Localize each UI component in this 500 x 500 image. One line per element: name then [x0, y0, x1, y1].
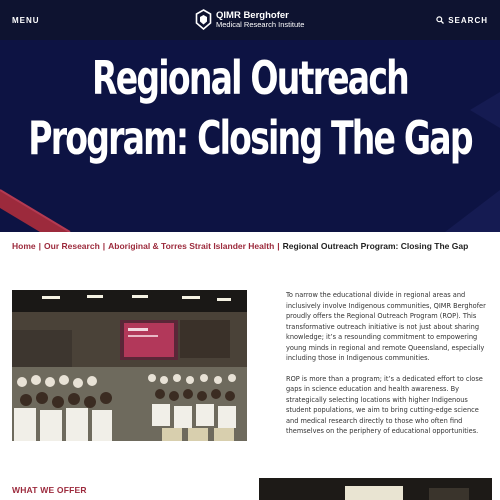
breadcrumb	[12, 241, 492, 251]
breadcrumb-current: Regional Outreach Program: Closing The Gap	[282, 241, 469, 251]
logo-text	[216, 11, 304, 29]
search-button[interactable]	[436, 16, 488, 25]
menu-button[interactable]: MENU	[12, 15, 40, 25]
page-title: Regional Outreach Program: Closing The Gap	[28, 51, 472, 165]
offer-photo-illustration	[259, 478, 492, 500]
section-heading-what-we-offer: WHAT WE OFFER	[12, 485, 87, 495]
logo-name: QIMR Berghofer	[216, 9, 289, 21]
breadcrumb-home[interactable]: Home	[12, 241, 36, 251]
intro-text	[286, 290, 492, 447]
search-label: SEARCH	[448, 15, 488, 25]
breadcrumb-aboriginal-health[interactable]: Aboriginal & Torres Strait Islander Health	[108, 241, 275, 251]
breadcrumb-our-research[interactable]: Our Research	[44, 241, 100, 251]
breadcrumb-separator: |	[277, 241, 280, 251]
breadcrumb-separator: |	[102, 241, 106, 251]
site-logo[interactable]	[195, 9, 304, 30]
breadcrumb-separator: |	[38, 241, 42, 251]
offer-photo	[259, 478, 492, 500]
intro-paragraph-2: ROP is more than a program; it’s a dedicated effort to close gaps in science education and health awareness. By strategically selecting locations with higher Indigenous student populations, we aim to bring cutting-edge science and medical research directly to those who often find themselves on the periphery of educational opportunities.	[286, 374, 483, 435]
intro-paragraph-1: To narrow the educational divide in regional areas and inclusively involve Indigenous communities, QIMR Berghofer proudly offers the Regional Outreach Program (ROP). This transformative outreach initiative is not just about sharing knowledge; it’s a resounding commitment to empowering young minds in regional and remote Queensland, especially including those in Indigenous communities.	[286, 291, 486, 362]
logo-shield-icon	[195, 9, 212, 30]
presentation-photo	[12, 290, 247, 441]
search-icon	[436, 16, 444, 24]
audience-illustration	[12, 290, 247, 441]
top-nav-bar	[0, 0, 500, 40]
logo-subtitle: Medical Research Institute	[216, 20, 305, 29]
hero-banner	[0, 40, 500, 232]
